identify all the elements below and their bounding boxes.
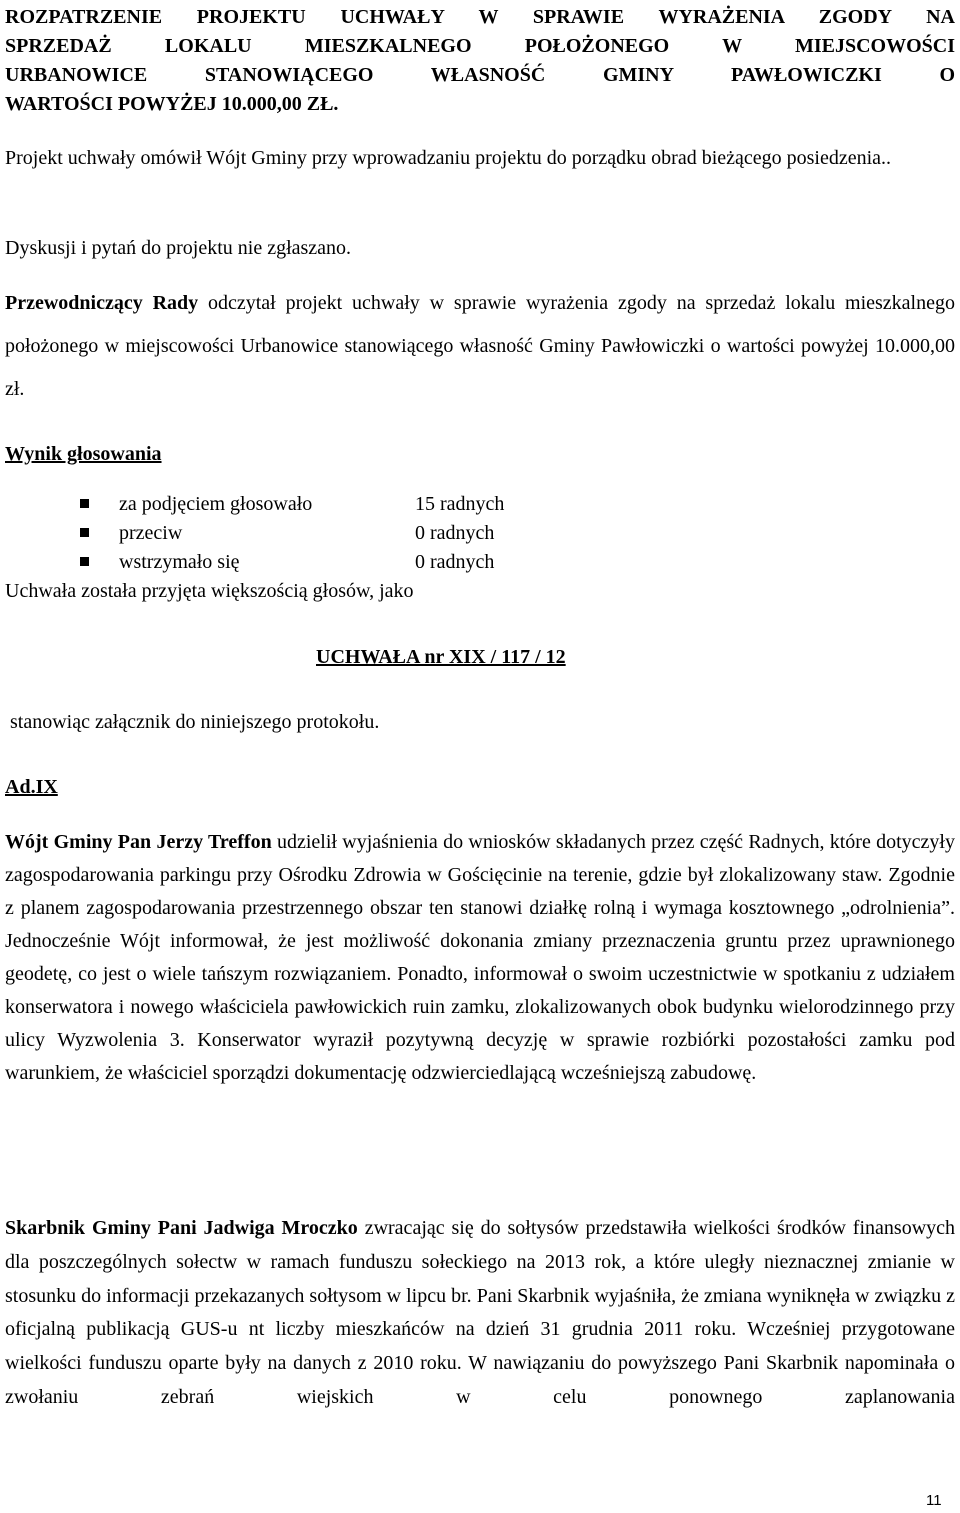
agenda-item-heading [5, 3, 955, 119]
annex-note: stanowiąc załącznik do niniejszego protokołu. [10, 711, 380, 733]
vote-count: 15 radnych [415, 493, 505, 515]
square-bullet-icon [80, 557, 89, 566]
vote-results-list [5, 490, 605, 577]
vote-item [5, 490, 605, 519]
page-number: 11 [926, 1492, 942, 1509]
vote-item [5, 548, 605, 577]
skarbnik-text: zwracając się do sołtysów przedstawiła wielkości środków finansowych dla poszczególnych sołectw w ramach funduszu sołeckiego na 2013 rok, a które uległy nieznacznej zmianie w stosunku do informacji przekazanych sołtysom w lipcu br. Pani Skarbnik wyjaśniła, że zmiana wyniknęła w związku z oficjalną publikacją GUS-u nt liczby mieszkańców na dzień 31 grudnia 2011 roku. Wcześniej przygotowane wielkości funduszu oparte były na danych z 2010 roku. W nawiązaniu do powyższego Pani Skarbnik napominała o zwołaniu zebrań wiejskich w celu ponownego zaplanowania [5, 1217, 956, 1408]
vote-count: 0 radnych [415, 551, 495, 573]
chair-name: Przewodniczący Rady [5, 292, 199, 314]
wojt-name: Wójt Gminy Pan Jerzy Treffon [5, 831, 272, 853]
square-bullet-icon [80, 499, 89, 508]
heading-line: ROZPATRZENIE PROJEKTU UCHWAŁY W SPRAWIE WYRAŻENIA ZGODY NA [5, 6, 955, 28]
chair-text: odczytał projekt uchwały w sprawie wyrażenia zgody na sprzedaż lokalu mieszkalnego położonego w miejscowości Urbanowice stanowiącego własność Gminy Pawłowiczki o wartości powyżej 10.000,00 zł. [5, 292, 955, 400]
vote-label: za podjęciem głosowało [119, 493, 313, 515]
square-bullet-icon [80, 528, 89, 537]
intro-paragraph: Projekt uchwały omówił Wójt Gminy przy wprowadzaniu projektu do porządku obrad bieżącego posiedzenia.. [5, 147, 892, 169]
wojt-text: udzielił wyjaśnienia do wniosków składanych przez część Radnych, które dotyczyły zagospodarowania parkingu przy Ośrodku Zdrowia w Gościęcinie na terenie, gdzie był zlokalizowany staw. Zgodnie z planem zagospodarowania przestrzennego obszar ten stanowi działkę rolną i wymaga kosztownego „odrolnienia”. Jednocześnie Wójt informował, że jest możliwość dokonania zmiany przeznaczenia gruntu przez uprawnionego geodetę, co jest o wiele tańszym rozwiązaniem. Ponadto, informował o swoim uczestnictwie w spotkaniu z udziałem konserwatora i nowego właściciela pawłowickich ruin zamku, zlokalizowanych obok budynku wielorodzinnego przy ulicy Wyzwolenia 3. Konserwator wyraził pozytywną decyzję w sprawie rozbiórki pozostałości zamku pod warunkiem, że właściciel sporządzi dokumentację odzwierciedlającą wcześniejszą zabudowę. [5, 831, 955, 1084]
vote-label: przeciw [119, 522, 183, 544]
skarbnik-paragraph [5, 1212, 955, 1415]
heading-line: SPRZEDAŻ LOKALU MIESZKALNEGO POŁOŻONEGO W MIEJSCOWOŚCI [5, 35, 955, 57]
section-label: Ad.IX [5, 776, 58, 798]
vote-title-text: Wynik głosowania [5, 443, 162, 465]
heading-line: WARTOŚCI POWYŻEJ 10.000,00 ZŁ. [5, 93, 339, 115]
chair-paragraph [5, 282, 955, 411]
vote-label: wstrzymało się [119, 551, 240, 573]
wojt-paragraph [5, 826, 955, 1090]
vote-count: 0 radnych [415, 522, 495, 544]
vote-result-text: Uchwała została przyjęta większością głosów, jako [5, 580, 414, 602]
discussion-note: Dyskusji i pytań do projektu nie zgłaszano. [5, 237, 352, 259]
skarbnik-name: Skarbnik Gminy Pani Jadwiga Mroczko [5, 1217, 358, 1239]
vote-title [5, 440, 955, 469]
resolution-number: UCHWAŁA nr XIX / 117 / 12 [316, 646, 566, 668]
heading-line: URBANOWICE STANOWIĄCEGO WŁASNOŚĆ GMINY PAWŁOWICZKI O [5, 64, 955, 86]
vote-item [5, 519, 605, 548]
